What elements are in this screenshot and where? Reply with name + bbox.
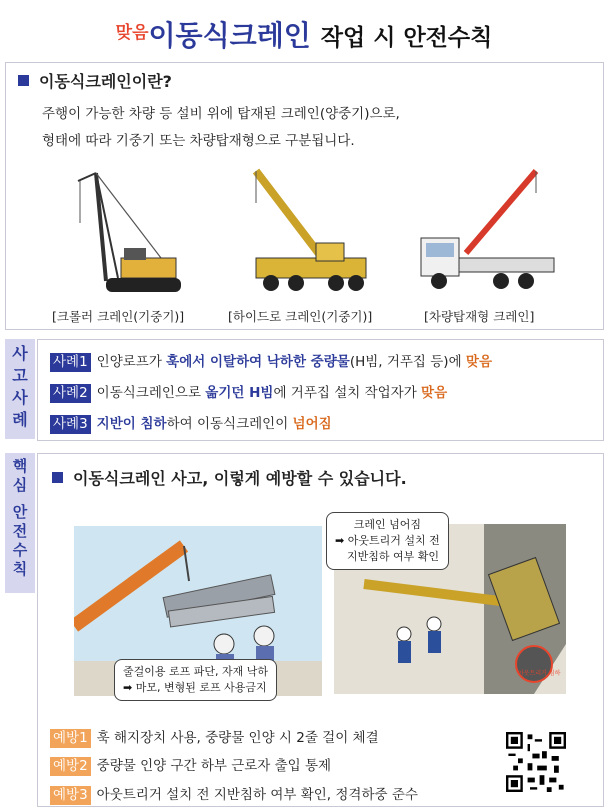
case-item-1: 사례1 인양로프가 훅에서 이탈하여 낙하한 중량물(H빔, 거푸집 등)에 맞음 bbox=[50, 350, 492, 372]
prevent-item-1: 예방1 훅 해지장치 사용, 중량물 인양 시 2줄 걸이 체결 bbox=[50, 726, 379, 748]
page-title bbox=[0, 14, 608, 54]
case-item-2: 사례2 이동식크레인으로 옮기던 H빔에 거푸집 설치 작업자가 맞음 bbox=[50, 381, 447, 403]
callout-rope-break: 줄걸이용 로프 파단, 자재 낙하 ➡ 마모, 변형된 로프 사용금지 bbox=[114, 659, 277, 701]
case-item-3: 사례3 지반이 침하하여 이동식크레인이 넘어짐 bbox=[50, 412, 332, 434]
intro-section bbox=[5, 62, 604, 330]
intro-line-2: 형태에 따라 기중기 또는 차량탑재형으로 구분됩니다. bbox=[42, 133, 355, 149]
square-bullet-icon bbox=[52, 472, 63, 483]
prevent-item-2: 예방2 중량물 인양 구간 하부 근로자 출입 통제 bbox=[50, 754, 331, 776]
truck-mounted-crane-image bbox=[411, 163, 561, 298]
crawler-crane-image bbox=[66, 163, 206, 298]
accident-cases-section bbox=[37, 339, 604, 441]
key-safety-section bbox=[37, 453, 604, 807]
title-main: 이동식크레인 bbox=[148, 19, 311, 52]
hydro-crane-image bbox=[236, 163, 376, 298]
qr-code-icon[interactable] bbox=[506, 732, 566, 792]
intro-description bbox=[42, 101, 400, 155]
caption-crawler-crane: [크롤러 크레인(기중기)] bbox=[52, 309, 185, 324]
square-bullet-icon bbox=[18, 75, 29, 86]
title-prefix: 맞음 bbox=[115, 23, 149, 43]
accident-cases-label: 사 고 사 례 bbox=[5, 339, 35, 439]
intro-line-1: 주행이 가능한 차량 등 설비 위에 탑재된 크레인(양중기)으로, bbox=[42, 106, 400, 122]
caption-hydro-crane: [하이드로 크레인(기중기)] bbox=[228, 309, 373, 324]
title-rest: 작업 시 안전수칙 bbox=[320, 25, 493, 51]
callout-crane-overturn: 크레인 넘어짐 ➡ 아웃트리거 설치 전 지반침하 여부 확인 bbox=[326, 512, 449, 570]
key-safety-label: 핵 심 안 전 수 칙 bbox=[5, 453, 35, 593]
inset-label: 아웃트리거 침하 bbox=[518, 670, 561, 677]
intro-heading: 이동식크레인이란? bbox=[18, 69, 172, 92]
prevent-item-3: 예방3 아웃트리거 설치 전 지반침하 여부 확인, 정격하중 준수 bbox=[50, 783, 418, 805]
key-heading: 이동식크레인 사고, 이렇게 예방할 수 있습니다. bbox=[52, 466, 407, 489]
caption-truck-crane: [차량탑재형 크레인] bbox=[424, 309, 535, 324]
